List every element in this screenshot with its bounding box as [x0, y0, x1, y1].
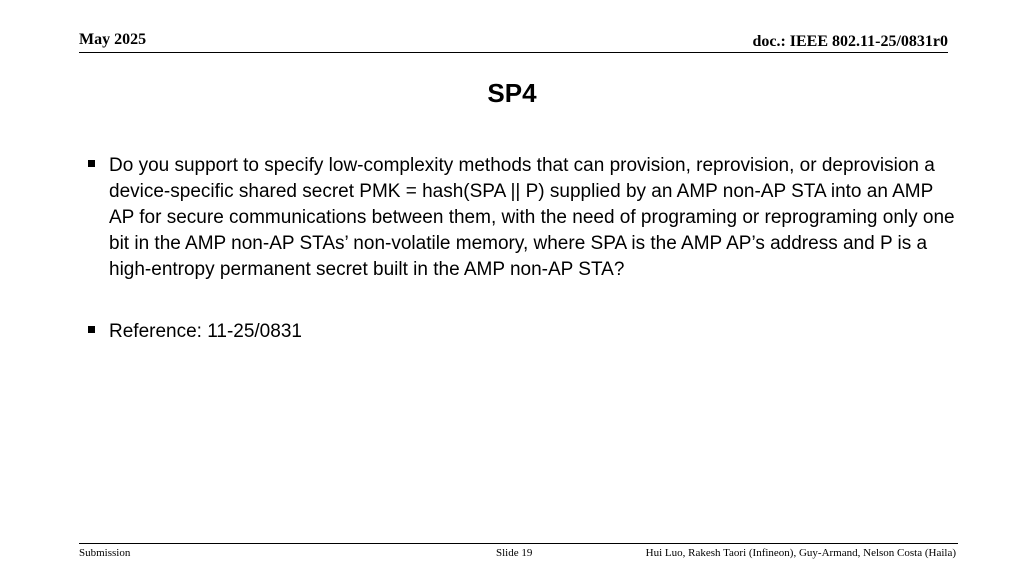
footer-submission: Submission [79, 547, 131, 559]
footer-authors: Hui Luo, Rakesh Taori (Infineon), Guy-Armand, Nelson Costa (Haila) [645, 547, 956, 559]
bullet-list [86, 153, 956, 345]
header-doc-id: doc.: IEEE 802.11-25/0831r0 [752, 33, 948, 50]
header-date: May 2025 [79, 31, 147, 48]
bullet-text: Reference: 11-25/0831 [109, 321, 302, 342]
bullet-text: Do you support to specify low-complexity methods that can provision, reprovision, or deprovision a device-specific shared secret PMK = hash(SPA || P) supplied by an AMP non-AP STA into an AMP AP for secure communications between them, with the need of programing or reprograming only one bit in the AMP non-AP STAs’ non-volatile memory, where SPA is the AMP AP’s address and P is a high-entropy permanent secret built in the AMP non-AP STA? [109, 155, 955, 280]
slide-title: SP4 [487, 78, 537, 108]
bullet-item-question [86, 153, 956, 283]
square-bullet-icon [88, 326, 95, 333]
footer-slide-number: Slide 19 [496, 547, 533, 559]
header-divider [79, 52, 948, 53]
footer-divider [79, 543, 958, 544]
square-bullet-icon [88, 160, 95, 167]
bullet-item-reference [86, 319, 956, 345]
